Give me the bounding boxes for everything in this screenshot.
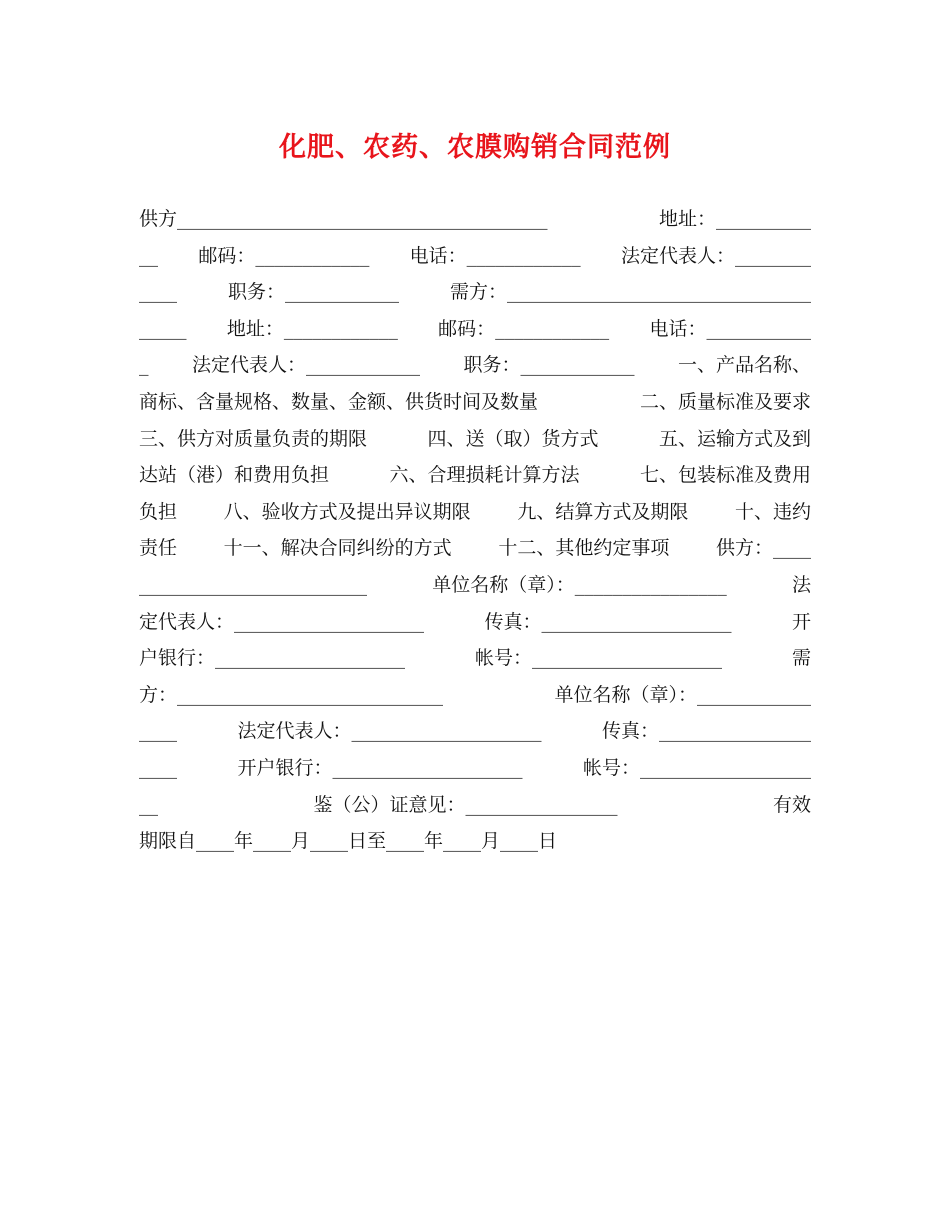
contract-text-segment: 鉴（公）证意见：________________ [313, 793, 618, 816]
contract-text-segment: 法定代表人：____________ [191, 354, 420, 377]
contract-line [139, 750, 811, 787]
contract-text-segment: 法 [791, 573, 811, 596]
contract-text-segment: 八、验收方式及提出异议期限 [223, 500, 471, 523]
contract-text-segment: ____ [139, 720, 177, 743]
contract-text-segment: 七、包装标准及费用 [639, 464, 811, 487]
contract-text-segment: 九、结算方式及期限 [517, 500, 689, 523]
contract-line [139, 347, 811, 384]
contract-line [139, 201, 811, 238]
contract-line [139, 384, 811, 421]
contract-text-segment: 地址：__________ [658, 208, 811, 230]
contract-text-segment: 户银行：____________________ [139, 647, 406, 670]
contract-text-segment: __ [139, 244, 158, 267]
contract-text-segment: ____ [139, 281, 177, 304]
contract-line [139, 713, 811, 750]
contract-line [139, 457, 811, 494]
contract-text-segment: 开户银行：____________________ [237, 756, 523, 779]
contract-text-segment: 十二、其他约定事项 [498, 537, 670, 560]
contract-text-segment: 帐号：__________________ [582, 756, 811, 779]
contract-text-segment: 职务：____________ [463, 354, 635, 377]
contract-line [139, 494, 811, 531]
contract-text-segment: 开 [791, 610, 811, 633]
contract-text-segment: 电话：___________ [649, 317, 811, 340]
contract-text-segment: 单位名称（章）：________________ [432, 573, 727, 596]
contract-text-segment: 邮码：____________ [198, 244, 370, 267]
document-title: 化肥、农药、农膜购销合同范例 [279, 132, 671, 163]
contract-text-segment: 有效 [772, 793, 811, 816]
contract-text-segment: 六、合理损耗计算方法 [389, 464, 580, 487]
contract-text-segment: 达站（港）和费用负担 [139, 464, 330, 487]
contract-text-segment: _____ [139, 317, 187, 340]
contract-text-segment: ________________________ [139, 573, 367, 596]
contract-text-segment: 期限自____年____月____日至____年____月____日 [139, 830, 558, 853]
contract-line [139, 238, 811, 275]
contract-line [139, 823, 811, 860]
contract-text-segment: 五、运输方式及到 [658, 427, 811, 450]
contract-text-segment: 供方_______________________________________ [139, 208, 548, 230]
contract-text-segment: 传真：____________________ [484, 610, 732, 633]
contract-text-segment: 十、违约 [734, 500, 811, 523]
contract-line [139, 604, 811, 641]
contract-text-segment: 法定代表人：________ [620, 244, 811, 267]
contract-text-segment: 邮码：____________ [438, 317, 610, 340]
contract-text-segment: 电话：____________ [409, 244, 581, 267]
contract-text-segment: 一、产品名称、 [677, 354, 811, 377]
contract-text-segment: 四、送（取）货方式 [427, 427, 599, 450]
contract-body [139, 201, 811, 860]
contract-text-segment: 地址：____________ [226, 317, 398, 340]
contract-text-segment: __ [139, 793, 158, 816]
contract-text-segment: 法定代表人：____________________ [237, 720, 542, 743]
contract-text-segment: 帐号：____________________ [474, 647, 722, 670]
contract-text-segment: 需方：________________________________ [449, 281, 811, 304]
contract-text-segment: 需 [791, 647, 811, 670]
contract-text-segment: 二、质量标准及要求 [639, 390, 811, 413]
contract-line [139, 311, 811, 348]
contract-text-segment: 传真：________________ [601, 720, 811, 743]
contract-text-segment: 职务：____________ [227, 281, 399, 304]
contract-line [139, 530, 811, 567]
contract-text-segment: 定代表人：____________________ [139, 610, 425, 633]
contract-text-segment: 三、供方对质量负责的期限 [139, 427, 368, 450]
contract-text-segment: 单位名称（章）：____________ [554, 683, 811, 706]
contract-line [139, 274, 811, 311]
contract-text-segment: _ [139, 354, 149, 377]
contract-text-segment: ____ [139, 756, 177, 779]
contract-line [139, 567, 811, 604]
contract-text-segment: 十一、解决合同纠纷的方式 [223, 537, 452, 560]
contract-text-segment: 责任 [139, 537, 178, 560]
contract-text-segment: 供方：____ [715, 537, 811, 560]
contract-line [139, 640, 811, 677]
contract-line [139, 421, 811, 458]
contract-text-segment: 负担 [139, 500, 178, 523]
contract-line [139, 677, 811, 714]
contract-text-segment: 方：____________________________ [139, 683, 444, 706]
contract-line [139, 787, 811, 824]
contract-text-segment: 商标、含量规格、数量、金额、供货时间及数量 [139, 390, 539, 413]
